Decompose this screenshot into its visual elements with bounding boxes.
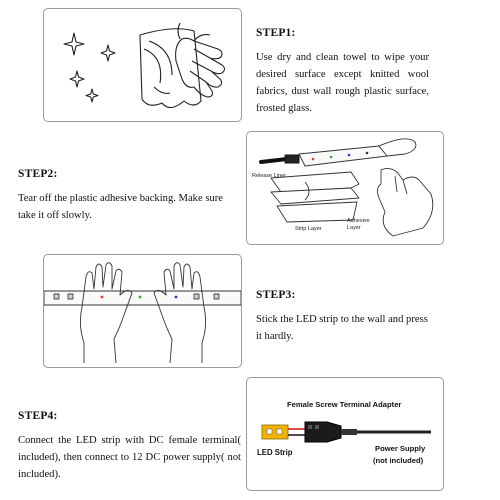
power-supply-label: Power Supply bbox=[375, 444, 426, 453]
strip-layer-label: Strip Layer bbox=[295, 226, 322, 232]
step2-text-block bbox=[18, 168, 233, 224]
power-supply-note: (not included) bbox=[373, 456, 424, 465]
step4-description: Connect the LED strip with DC female terminal( included), then connect to 12 DC power supply( not included). bbox=[18, 435, 241, 480]
step4-illustration-panel bbox=[246, 377, 444, 491]
led-strip-piece bbox=[262, 425, 288, 439]
step1-description: Use dry and clean towel to wipe your desired surface except knitted wool fabrics, dust wall rough plastic surface, frosted glass. bbox=[256, 52, 429, 114]
adhesive-layer-label: Adhesive Layer bbox=[347, 218, 370, 231]
step2-illustration-panel bbox=[246, 131, 444, 245]
press-strip-illustration bbox=[44, 255, 241, 367]
step3-title: STEP3: bbox=[256, 289, 296, 301]
step3-description: Stick the LED strip to the wall and press it hardly. bbox=[256, 314, 428, 342]
step1-text-block bbox=[256, 27, 429, 117]
wipe-surface-illustration bbox=[44, 9, 241, 121]
step3-text-block bbox=[256, 289, 431, 345]
connection-diagram bbox=[247, 378, 443, 490]
sparkle-icon bbox=[86, 89, 98, 102]
led-strip-label: LED Strip bbox=[257, 448, 293, 457]
step1-illustration-panel bbox=[43, 8, 242, 122]
sparkle-icon bbox=[64, 33, 84, 55]
step2-title: STEP2: bbox=[18, 168, 58, 180]
release-liner-label: Release Liner bbox=[252, 173, 286, 179]
step3-illustration-panel bbox=[43, 254, 242, 368]
step2-description: Tear off the plastic adhesive backing. Make sure take it off slowly. bbox=[18, 193, 223, 221]
sparkle-icon bbox=[101, 45, 115, 61]
step4-title: STEP4: bbox=[18, 410, 58, 422]
adapter-title: Female Screw Terminal Adapter bbox=[287, 400, 402, 409]
peel-adhesive-illustration bbox=[247, 132, 443, 244]
step4-text-block bbox=[18, 410, 241, 483]
sparkle-icon bbox=[70, 71, 84, 87]
step1-title: STEP1: bbox=[256, 27, 296, 39]
